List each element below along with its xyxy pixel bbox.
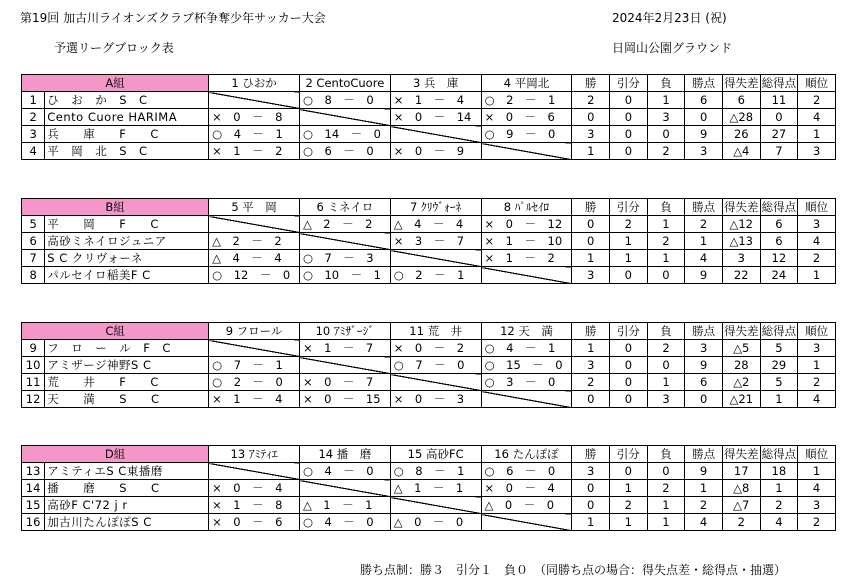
- match-result: ○ 3 － 0: [481, 374, 572, 391]
- stat-column-header: 引分: [609, 199, 647, 216]
- team-stat: 12: [760, 250, 798, 267]
- team-number: 15: [22, 497, 45, 514]
- team-stat: 0: [610, 109, 648, 126]
- team-stat: 2: [685, 497, 723, 514]
- match-result: × 0 － 12: [481, 216, 572, 233]
- team-stat: 3: [572, 357, 610, 374]
- stat-column-header: 得失差: [724, 324, 759, 338]
- team-row: [22, 497, 836, 514]
- team-stat: 3: [647, 391, 685, 408]
- self-match-diagonal: [481, 143, 572, 160]
- team-stat: 1: [572, 340, 610, 357]
- team-name: S C クリヴォーネ: [45, 250, 209, 267]
- team-stat: 0: [760, 109, 798, 126]
- team-stat: 2: [647, 143, 685, 160]
- team-stat: 17: [722, 463, 760, 480]
- team-stat: 1: [647, 514, 685, 531]
- stat-column-header: 総得点: [761, 76, 797, 90]
- team-stat: 1: [647, 250, 685, 267]
- match-result: △ 4 － 4: [390, 216, 481, 233]
- team-name: アミティエS C東播磨: [45, 463, 209, 480]
- team-number: 14: [22, 480, 45, 497]
- team-stat: 6: [760, 216, 798, 233]
- team-stat: 1: [609, 233, 647, 250]
- team-row: [22, 92, 836, 109]
- match-result: × 1 － 4: [390, 92, 481, 109]
- team-name: Cento Cuore HARIMA: [45, 109, 209, 126]
- team-stat: △13: [722, 233, 760, 250]
- team-row: [22, 340, 836, 357]
- self-match-diagonal: [209, 340, 300, 357]
- team-stat: 18: [760, 463, 798, 480]
- team-stat: △28: [722, 109, 760, 126]
- opponent-column-header: 12 天 満: [481, 323, 572, 340]
- team-stat: 3: [722, 250, 760, 267]
- opponent-column-header: 3 兵 庫: [390, 75, 481, 92]
- team-row: [22, 267, 836, 284]
- team-stat: 9: [685, 463, 723, 480]
- team-stat: △7: [722, 497, 760, 514]
- team-row: [22, 463, 836, 480]
- tournament-title: 第19回 加古川ライオンズクラブ杯争奪少年サッカー大会: [20, 11, 326, 25]
- team-stat: 1: [760, 391, 798, 408]
- team-stat: 1: [685, 480, 723, 497]
- stat-column-header: 勝: [572, 446, 610, 463]
- match-result: × 0 － 2: [390, 340, 481, 357]
- team-stat: 5: [760, 374, 798, 391]
- team-stat: 6: [685, 92, 723, 109]
- match-result: ○ 4 － 0: [299, 463, 390, 480]
- match-result: ○ 4 － 1: [481, 340, 572, 357]
- team-number: 6: [22, 233, 45, 250]
- match-result: × 0 － 4: [209, 480, 300, 497]
- team-row: [22, 143, 836, 160]
- team-row: [22, 233, 836, 250]
- stat-column-header: 得失差: [723, 200, 759, 214]
- team-stat: 0: [610, 357, 648, 374]
- team-stat: 1: [609, 480, 647, 497]
- team-name: 平 岡 F C: [45, 216, 209, 233]
- team-number: 7: [22, 250, 45, 267]
- team-stat: 1: [798, 463, 836, 480]
- opponent-column-header: 16 たんぽぽ: [481, 446, 572, 463]
- scoring-rules: 勝ち点制：勝３ 引分１ 負０ （同勝ち点の場合：得失点差・総得点・抽選）: [360, 563, 787, 577]
- team-stat: 0: [572, 391, 610, 408]
- match-result: × 1 － 8: [209, 497, 300, 514]
- self-match-diagonal: [481, 391, 572, 408]
- self-match-diagonal: [481, 514, 572, 531]
- team-stat: 9: [685, 126, 723, 143]
- team-stat: 0: [685, 391, 723, 408]
- match-result: × 0 － 3: [390, 391, 481, 408]
- team-stat: 29: [760, 357, 798, 374]
- opponent-column-header: 5 平 岡: [209, 199, 300, 216]
- stat-column-header: 引分: [610, 75, 648, 92]
- stat-column-header: 勝: [572, 323, 610, 340]
- stat-column-header: 負: [647, 75, 685, 92]
- stat-column-header: 負: [647, 199, 685, 216]
- team-number: 13: [22, 463, 45, 480]
- team-stat: 2: [798, 250, 836, 267]
- stat-column-header: 総得点: [761, 447, 797, 461]
- team-stat: 3: [647, 109, 685, 126]
- stat-column-header: 総得点: [761, 324, 797, 338]
- team-stat: 9: [685, 357, 723, 374]
- team-stat: 3: [685, 340, 723, 357]
- opponent-column-header: 7 ｸﾘｳﾞｫｰﾈ: [390, 199, 481, 216]
- match-result: × 0 － 4: [481, 480, 572, 497]
- opponent-column-header: 13 ｱﾐﾃｨｴ: [209, 446, 300, 463]
- team-row: [22, 109, 836, 126]
- team-stat: △5: [722, 340, 760, 357]
- match-result: △ 0 － 0: [481, 497, 572, 514]
- team-number: 10: [22, 357, 45, 374]
- group-name: D組: [22, 446, 209, 463]
- event-venue: 日岡山公園グラウンド: [612, 41, 733, 55]
- match-result: × 1 － 7: [299, 340, 390, 357]
- team-stat: 26: [722, 126, 760, 143]
- team-number: 3: [22, 126, 45, 143]
- team-stat: 0: [647, 267, 685, 284]
- opponent-column-header: 14 播 磨: [299, 446, 390, 463]
- team-number: 8: [22, 267, 45, 284]
- team-stat: 0: [572, 216, 610, 233]
- match-result: ○ 6 － 0: [481, 463, 572, 480]
- group-table: [21, 445, 836, 531]
- team-number: 2: [22, 109, 45, 126]
- match-result: △ 1 － 1: [390, 480, 481, 497]
- match-result: × 1 － 4: [209, 391, 300, 408]
- team-row: [22, 126, 836, 143]
- team-name: 高砂F C'72 j r: [45, 497, 209, 514]
- team-stat: 2: [609, 497, 647, 514]
- opponent-column-header: 10 ｱﾐｻﾞｰｼﾞ: [299, 323, 390, 340]
- team-name: アミザージ神野S C: [45, 357, 209, 374]
- team-stat: 2: [647, 340, 685, 357]
- team-stat: 1: [647, 92, 685, 109]
- team-stat: 2: [572, 374, 610, 391]
- team-name: 加古川たんぽぽS C: [45, 514, 209, 531]
- team-number: 1: [22, 92, 45, 109]
- page-subtitle: 予選リーグブロック表: [54, 41, 174, 55]
- team-stat: 0: [609, 463, 647, 480]
- match-result: × 1 － 2: [481, 250, 572, 267]
- self-match-diagonal: [390, 126, 481, 143]
- self-match-diagonal: [299, 233, 390, 250]
- event-date: 2024年2月23日 (祝): [612, 11, 727, 25]
- match-result: ○ 12 － 0: [209, 267, 300, 284]
- team-stat: 1: [609, 250, 647, 267]
- team-row: [22, 480, 836, 497]
- stat-column-header: 負: [647, 446, 685, 463]
- team-stat: 1: [609, 514, 647, 531]
- team-stat: 0: [647, 463, 685, 480]
- team-stat: 3: [572, 267, 610, 284]
- match-result: ○ 8 － 0: [299, 92, 390, 109]
- stat-column-header: 引分: [610, 323, 648, 340]
- stat-column-header: 勝点: [685, 75, 723, 92]
- group-name: C組: [22, 323, 209, 340]
- group-name: B組: [22, 199, 209, 216]
- team-stat: 4: [798, 109, 836, 126]
- group-table: [21, 74, 836, 160]
- team-stat: 3: [572, 126, 610, 143]
- match-result: △ 2 － 2: [209, 233, 300, 250]
- team-stat: 11: [760, 92, 798, 109]
- group-name: A組: [22, 75, 209, 92]
- team-stat: △8: [722, 480, 760, 497]
- stat-column-header: 得失差: [723, 447, 759, 461]
- match-result: ○ 10 － 1: [299, 267, 390, 284]
- team-number: 9: [22, 340, 45, 357]
- match-result: × 1 － 2: [209, 143, 300, 160]
- team-stat: 0: [572, 497, 610, 514]
- team-stat: 0: [610, 92, 648, 109]
- team-stat: 0: [572, 109, 610, 126]
- team-stat: 28: [722, 357, 760, 374]
- match-result: × 0 － 8: [209, 109, 300, 126]
- team-stat: 0: [610, 126, 648, 143]
- team-stat: 4: [798, 391, 836, 408]
- team-stat: 2: [647, 233, 685, 250]
- team-stat: 2: [760, 497, 798, 514]
- team-stat: △12: [722, 216, 760, 233]
- team-name: 兵 庫 F C: [45, 126, 209, 143]
- team-stat: 0: [610, 374, 648, 391]
- team-stat: 0: [647, 357, 685, 374]
- match-result: △ 1 － 1: [299, 497, 390, 514]
- group-header-row: [22, 75, 836, 92]
- stat-column-header: 勝点: [685, 446, 723, 463]
- self-match-diagonal: [299, 109, 390, 126]
- stat-column-header: 引分: [609, 446, 647, 463]
- match-result: × 0 － 15: [299, 391, 390, 408]
- opponent-column-header: 2 CentoCuore: [299, 75, 390, 92]
- team-name: パルセイロ稲美F C: [45, 267, 209, 284]
- team-stat: △21: [722, 391, 760, 408]
- team-stat: 6: [722, 92, 760, 109]
- team-stat: 2: [798, 92, 836, 109]
- match-result: △ 4 － 4: [209, 250, 300, 267]
- team-row: [22, 391, 836, 408]
- team-stat: 2: [572, 92, 610, 109]
- team-stat: 1: [572, 514, 610, 531]
- team-name: フ ロ ー ル F C: [45, 340, 209, 357]
- team-row: [22, 250, 836, 267]
- team-stat: 4: [685, 514, 723, 531]
- match-result: ○ 2 － 1: [390, 267, 481, 284]
- team-stat: 4: [685, 250, 723, 267]
- match-result: × 0 － 9: [390, 143, 481, 160]
- team-stat: 1: [647, 216, 685, 233]
- self-match-diagonal: [390, 374, 481, 391]
- match-result: ○ 14 － 0: [299, 126, 390, 143]
- team-stat: 4: [798, 233, 836, 250]
- team-stat: 2: [798, 514, 836, 531]
- stat-column-header: 順位: [798, 446, 836, 463]
- team-stat: 1: [572, 250, 610, 267]
- match-result: ○ 4 － 1: [209, 126, 300, 143]
- self-match-diagonal: [209, 216, 300, 233]
- stat-column-header: 得失差: [724, 76, 759, 90]
- team-stat: 1: [798, 357, 836, 374]
- team-stat: 6: [760, 233, 798, 250]
- team-stat: 2: [647, 480, 685, 497]
- match-result: △ 0 － 0: [390, 514, 481, 531]
- team-stat: 0: [572, 480, 610, 497]
- team-stat: 1: [647, 374, 685, 391]
- stat-column-header: 勝: [572, 199, 610, 216]
- team-stat: 3: [798, 340, 836, 357]
- team-stat: 2: [685, 216, 723, 233]
- self-match-diagonal: [390, 250, 481, 267]
- match-result: ○ 6 － 0: [299, 143, 390, 160]
- stat-column-header: 勝点: [685, 323, 723, 340]
- team-stat: 4: [798, 480, 836, 497]
- team-stat: 9: [685, 267, 723, 284]
- self-match-diagonal: [390, 497, 481, 514]
- stat-column-header: 順位: [798, 199, 836, 216]
- team-number: 16: [22, 514, 45, 531]
- group-table: [21, 322, 836, 408]
- team-stat: 3: [798, 497, 836, 514]
- self-match-diagonal: [299, 357, 390, 374]
- group-header-row: [22, 446, 836, 463]
- team-stat: 7: [760, 143, 798, 160]
- group-table: [21, 198, 836, 284]
- match-result: × 1 － 10: [481, 233, 572, 250]
- team-stat: 6: [685, 374, 723, 391]
- team-stat: 0: [610, 340, 648, 357]
- match-result: ○ 2 － 1: [481, 92, 572, 109]
- group-header-row: [22, 323, 836, 340]
- stat-column-header: 総得点: [761, 200, 797, 214]
- team-row: [22, 514, 836, 531]
- self-match-diagonal: [209, 463, 300, 480]
- team-name: 荒 井 F C: [45, 374, 209, 391]
- self-match-diagonal: [209, 92, 300, 109]
- stat-column-header: 勝: [572, 75, 610, 92]
- team-name: 平 岡 北 S C: [45, 143, 209, 160]
- team-stat: 24: [760, 267, 798, 284]
- team-stat: 1: [798, 267, 836, 284]
- team-stat: 0: [572, 233, 610, 250]
- group-header-row: [22, 199, 836, 216]
- match-result: × 0 － 14: [390, 109, 481, 126]
- team-number: 5: [22, 216, 45, 233]
- opponent-column-header: 15 高砂FC: [390, 446, 481, 463]
- match-result: ○ 8 － 1: [390, 463, 481, 480]
- opponent-column-header: 6 ミネイロ: [299, 199, 390, 216]
- team-stat: 0: [647, 126, 685, 143]
- team-stat: 3: [798, 143, 836, 160]
- team-name: 天 満 S C: [45, 391, 209, 408]
- team-stat: △4: [722, 143, 760, 160]
- team-stat: 1: [685, 233, 723, 250]
- match-result: ○ 2 － 0: [209, 374, 300, 391]
- team-name: ひ お か S C: [45, 92, 209, 109]
- team-row: [22, 374, 836, 391]
- match-result: ○ 4 － 0: [299, 514, 390, 531]
- match-result: ○ 15 － 0: [481, 357, 572, 374]
- team-stat: 1: [572, 143, 610, 160]
- match-result: ○ 7 － 0: [390, 357, 481, 374]
- team-row: [22, 216, 836, 233]
- opponent-column-header: 4 平岡北: [481, 75, 572, 92]
- team-stat: 5: [760, 340, 798, 357]
- match-result: × 0 － 6: [209, 514, 300, 531]
- team-stat: 2: [798, 374, 836, 391]
- stat-column-header: 順位: [798, 323, 836, 340]
- team-stat: 0: [685, 109, 723, 126]
- team-stat: 27: [760, 126, 798, 143]
- team-stat: 1: [760, 480, 798, 497]
- match-result: △ 2 － 2: [299, 216, 390, 233]
- team-number: 4: [22, 143, 45, 160]
- team-stat: 0: [610, 143, 648, 160]
- team-stat: 4: [760, 514, 798, 531]
- opponent-column-header: 9 フロール: [209, 323, 300, 340]
- team-stat: 3: [572, 463, 610, 480]
- match-result: ○ 9 － 0: [481, 126, 572, 143]
- team-stat: 2: [609, 216, 647, 233]
- stat-column-header: 順位: [798, 75, 836, 92]
- team-name: 播 磨 S C: [45, 480, 209, 497]
- stat-column-header: 負: [647, 323, 685, 340]
- team-number: 12: [22, 391, 45, 408]
- team-stat: △2: [722, 374, 760, 391]
- match-result: ○ 7 － 1: [209, 357, 300, 374]
- team-stat: 3: [798, 216, 836, 233]
- team-stat: 0: [610, 391, 648, 408]
- match-result: × 3 － 7: [390, 233, 481, 250]
- team-stat: 0: [609, 267, 647, 284]
- team-stat: 3: [685, 143, 723, 160]
- opponent-column-header: 8 ﾊﾟﾙｾｲﾛ: [481, 199, 572, 216]
- team-stat: 1: [647, 497, 685, 514]
- team-name: 高砂ミネイロジュニア: [45, 233, 209, 250]
- match-result: × 0 － 6: [481, 109, 572, 126]
- match-result: ○ 7 － 3: [299, 250, 390, 267]
- self-match-diagonal: [481, 267, 572, 284]
- team-stat: 1: [798, 126, 836, 143]
- match-result: × 0 － 7: [299, 374, 390, 391]
- team-stat: 22: [722, 267, 760, 284]
- opponent-column-header: 11 荒 井: [390, 323, 481, 340]
- team-row: [22, 357, 836, 374]
- team-number: 11: [22, 374, 45, 391]
- team-stat: 2: [722, 514, 760, 531]
- self-match-diagonal: [299, 480, 390, 497]
- opponent-column-header: 1 ひおか: [209, 75, 300, 92]
- stat-column-header: 勝点: [685, 199, 723, 216]
